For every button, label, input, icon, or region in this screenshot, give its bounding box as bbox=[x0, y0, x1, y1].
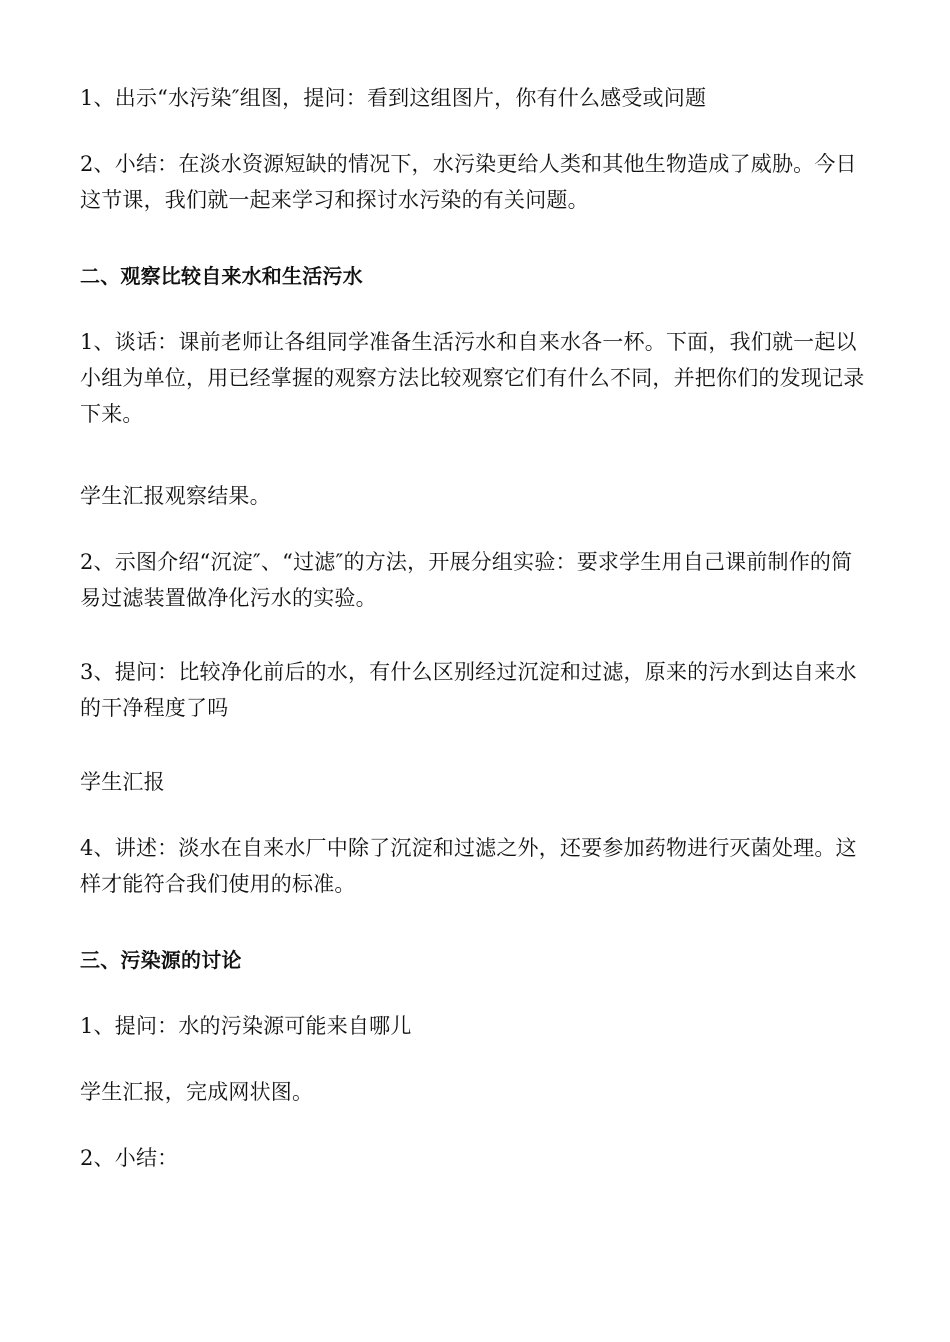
paragraph-question-source: 1、提问：水的污染源可能来自哪儿 bbox=[80, 1014, 412, 1038]
paragraph-summary: 2、小结：在淡水资源短缺的情况下，水污染更给人类和其他生物造成了威胁。今日这节课，我们就一起来学习和探讨水污染的有关问题。 bbox=[80, 152, 857, 212]
paragraph-explanation: 4、讲述：淡水在自来水厂中除了沉淀和过滤之外，还要参加药物进行灭菌处理。这样才能符合我们使用的标准。 bbox=[80, 836, 857, 896]
paragraph-student-report-network: 学生汇报，完成网状图。 bbox=[80, 1080, 314, 1104]
section-heading-pollution-source: 三、污染源的讨论 bbox=[80, 948, 242, 972]
paragraph-student-report-observation: 学生汇报观察结果。 bbox=[80, 484, 271, 508]
paragraph-student-report: 学生汇报 bbox=[80, 770, 165, 794]
paragraph-question-compare: 3、提问：比较净化前后的水，有什么区别经过沉淀和过滤，原来的污水到达自来水的干净程度了吗 bbox=[80, 660, 857, 720]
paragraph-final-summary: 2、小结： bbox=[80, 1146, 179, 1170]
paragraph-experiment: 2、示图介绍“沉淀″、“过滤″的方法，开展分组实验：要求学生用自己课前制作的简易过滤装置做净化污水的实验。 bbox=[80, 550, 853, 610]
paragraph-intro-question: 1、出示“水污染″组图，提问：看到这组图片，你有什么感受或问题 bbox=[80, 86, 707, 110]
paragraph-discussion: 1、谈话：课前老师让各组同学准备生活污水和自来水各一杯。下面，我们就一起以小组为单位，用已经掌握的观察方法比较观察它们有什么不同，并把你们的发现记录下来。 bbox=[80, 330, 865, 426]
section-heading-observe: 二、观察比较自来水和生活污水 bbox=[80, 264, 363, 288]
